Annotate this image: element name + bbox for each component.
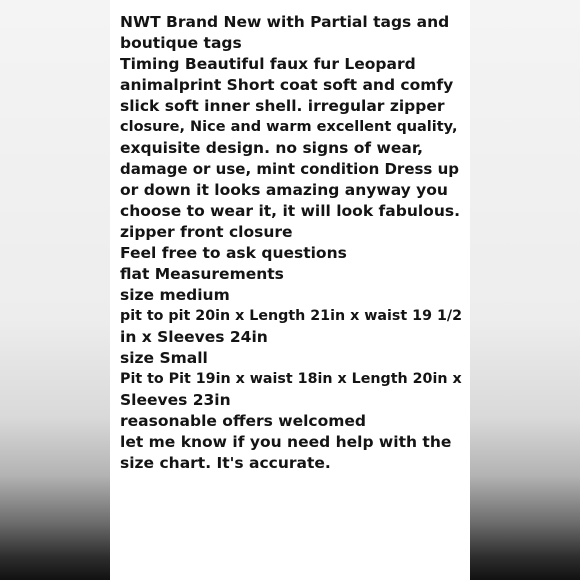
description-line: exquisite design. no signs of wear, [120, 139, 424, 157]
description-line: animalprint Short coat soft and comfy [120, 76, 454, 94]
description-line: pit to pit 20in x Length 21in x waist 19 1/2 [120, 308, 462, 324]
description-line: size chart. It's accurate. [120, 454, 331, 472]
description-line: boutique tags [120, 34, 242, 52]
description-line: Timing Beautiful faux fur Leopard [120, 55, 416, 73]
description-line: Pit to Pit 19in x waist 18in x Length 20in x [120, 371, 462, 387]
description-line: in x Sleeves 24in [120, 328, 268, 346]
description-line: size Small [120, 349, 208, 367]
description-line: size medium [120, 286, 230, 304]
description-line: choose to wear it, it will look fabulous. [120, 202, 460, 220]
notes-page [110, 0, 470, 580]
description-line: or down it looks amazing anyway you [120, 181, 448, 199]
description-line: flat Measurements [120, 265, 284, 283]
description-line: Feel free to ask questions [120, 244, 347, 262]
right-background-margin [470, 0, 580, 580]
description-line: slick soft inner shell. irregular zipper [120, 97, 445, 115]
description-line: Sleeves 23in [120, 391, 231, 409]
description-line: reasonable offers welcomed [120, 412, 367, 430]
description-line: zipper front closure [120, 223, 293, 241]
left-background-margin [0, 0, 110, 580]
listing-description [120, 12, 462, 474]
description-line: damage or use, mint condition Dress up [120, 160, 460, 178]
description-line: NWT Brand New with Partial tags and [120, 13, 450, 31]
description-line: let me know if you need help with the [120, 433, 452, 451]
description-line: closure, Nice and warm excellent quality, [120, 119, 458, 135]
